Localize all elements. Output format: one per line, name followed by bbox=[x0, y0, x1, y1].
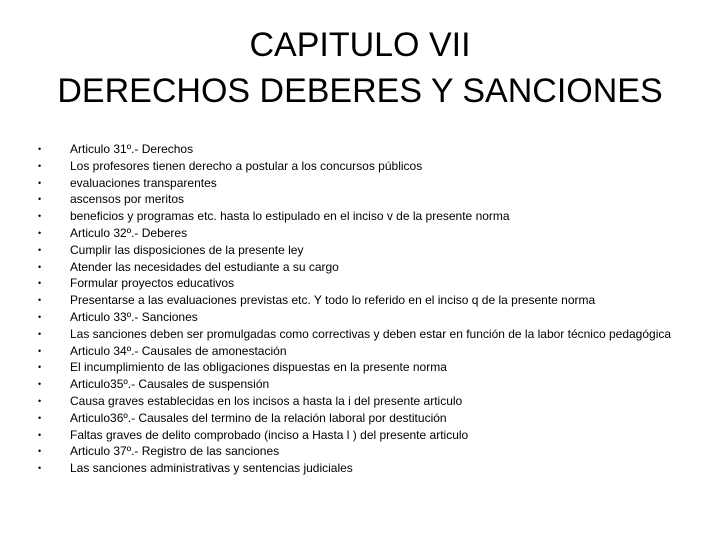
list-item bbox=[30, 276, 690, 290]
list-item-text: Las sanciones deben ser promulgadas como correctivas y deben estar en función de la labor técnico pedagógica bbox=[70, 326, 672, 341]
list-item bbox=[30, 394, 690, 408]
slide-title bbox=[0, 22, 720, 114]
bullet-icon: • bbox=[38, 160, 42, 171]
list-item bbox=[30, 226, 690, 240]
bullet-icon: • bbox=[38, 177, 42, 188]
list-item-text: Faltas graves de delito comprobado (inciso a Hasta l ) del presente articulo bbox=[70, 427, 469, 442]
title-line-1: CAPITULO VII bbox=[249, 26, 471, 64]
bullet-icon: • bbox=[38, 311, 42, 322]
list-item-text: Cumplir las disposiciones de la presente ley bbox=[70, 242, 304, 257]
list-item bbox=[30, 310, 690, 324]
bullet-icon: • bbox=[38, 463, 42, 474]
list-item-text: Articulo 33º.- Sanciones bbox=[70, 309, 198, 324]
list-item-text: Causa graves establecidas en los incisos a hasta la i del presente articulo bbox=[70, 393, 463, 408]
list-item bbox=[30, 461, 690, 475]
list-item bbox=[30, 260, 690, 274]
bullet-icon: • bbox=[38, 295, 42, 306]
list-item bbox=[30, 142, 690, 156]
list-item-text: ascensos por meritos bbox=[70, 192, 185, 207]
list-item-text: Articulo 32º.- Deberes bbox=[70, 225, 188, 240]
bullet-icon: • bbox=[38, 379, 42, 390]
bullet-icon: • bbox=[38, 328, 42, 339]
list-item-text: Articulo35º.- Causales de suspensión bbox=[70, 377, 270, 392]
list-item bbox=[30, 192, 690, 206]
list-item bbox=[30, 159, 690, 173]
list-item-text: Articulo36º.- Causales del termino de la relación laboral por destitución bbox=[70, 410, 447, 425]
list-item-text: Los profesores tienen derecho a postular a los concursos públicos bbox=[70, 158, 423, 173]
list-item bbox=[30, 411, 690, 425]
title-line-2: DERECHOS DEBERES Y SANCIONES bbox=[57, 72, 663, 110]
bullet-icon: • bbox=[38, 211, 42, 222]
list-item-text: Las sanciones administrativas y sentencias judiciales bbox=[70, 461, 353, 476]
bullet-icon: • bbox=[38, 144, 42, 154]
list-item bbox=[30, 293, 690, 307]
bullet-icon: • bbox=[38, 261, 42, 272]
list-item bbox=[30, 360, 690, 374]
bullet-icon: • bbox=[38, 429, 42, 440]
bullet-list bbox=[30, 142, 690, 478]
list-item-text: Articulo 37º.- Registro de las sanciones bbox=[70, 444, 280, 459]
list-item-text: Formular proyectos educativos bbox=[70, 276, 235, 291]
bullet-icon: • bbox=[38, 194, 42, 205]
list-item bbox=[30, 176, 690, 190]
list-item-text: beneficios y programas etc. hasta lo estipulado en el inciso v de la presente norma bbox=[70, 209, 510, 224]
list-item-text: evaluaciones transparentes bbox=[70, 175, 217, 190]
bullet-icon: • bbox=[38, 395, 42, 406]
list-item bbox=[30, 243, 690, 257]
list-item bbox=[30, 428, 690, 442]
list-item-text: El incumplimiento de las obligaciones dispuestas en la presente norma bbox=[70, 360, 447, 375]
list-item-text: Atender las necesidades del estudiante a su cargo bbox=[70, 259, 339, 274]
bullet-icon: • bbox=[38, 227, 42, 238]
bullet-icon: • bbox=[38, 244, 42, 255]
bullet-icon: • bbox=[38, 412, 42, 423]
list-item bbox=[30, 344, 690, 358]
list-item bbox=[30, 209, 690, 223]
list-item bbox=[30, 377, 690, 391]
bullet-icon: • bbox=[38, 446, 42, 457]
bullet-icon: • bbox=[38, 362, 42, 373]
list-item-text: Presentarse a las evaluaciones previstas etc. Y todo lo referido en el inciso q de la presente norma bbox=[70, 293, 596, 308]
bullet-icon: • bbox=[38, 278, 42, 289]
list-item-text: Articulo 34º.- Causales de amonestación bbox=[70, 343, 287, 358]
bullet-icon: • bbox=[38, 345, 42, 356]
list-item-text: Articulo 31º.- Derechos bbox=[70, 142, 194, 156]
list-item bbox=[30, 327, 690, 341]
list-item bbox=[30, 444, 690, 458]
